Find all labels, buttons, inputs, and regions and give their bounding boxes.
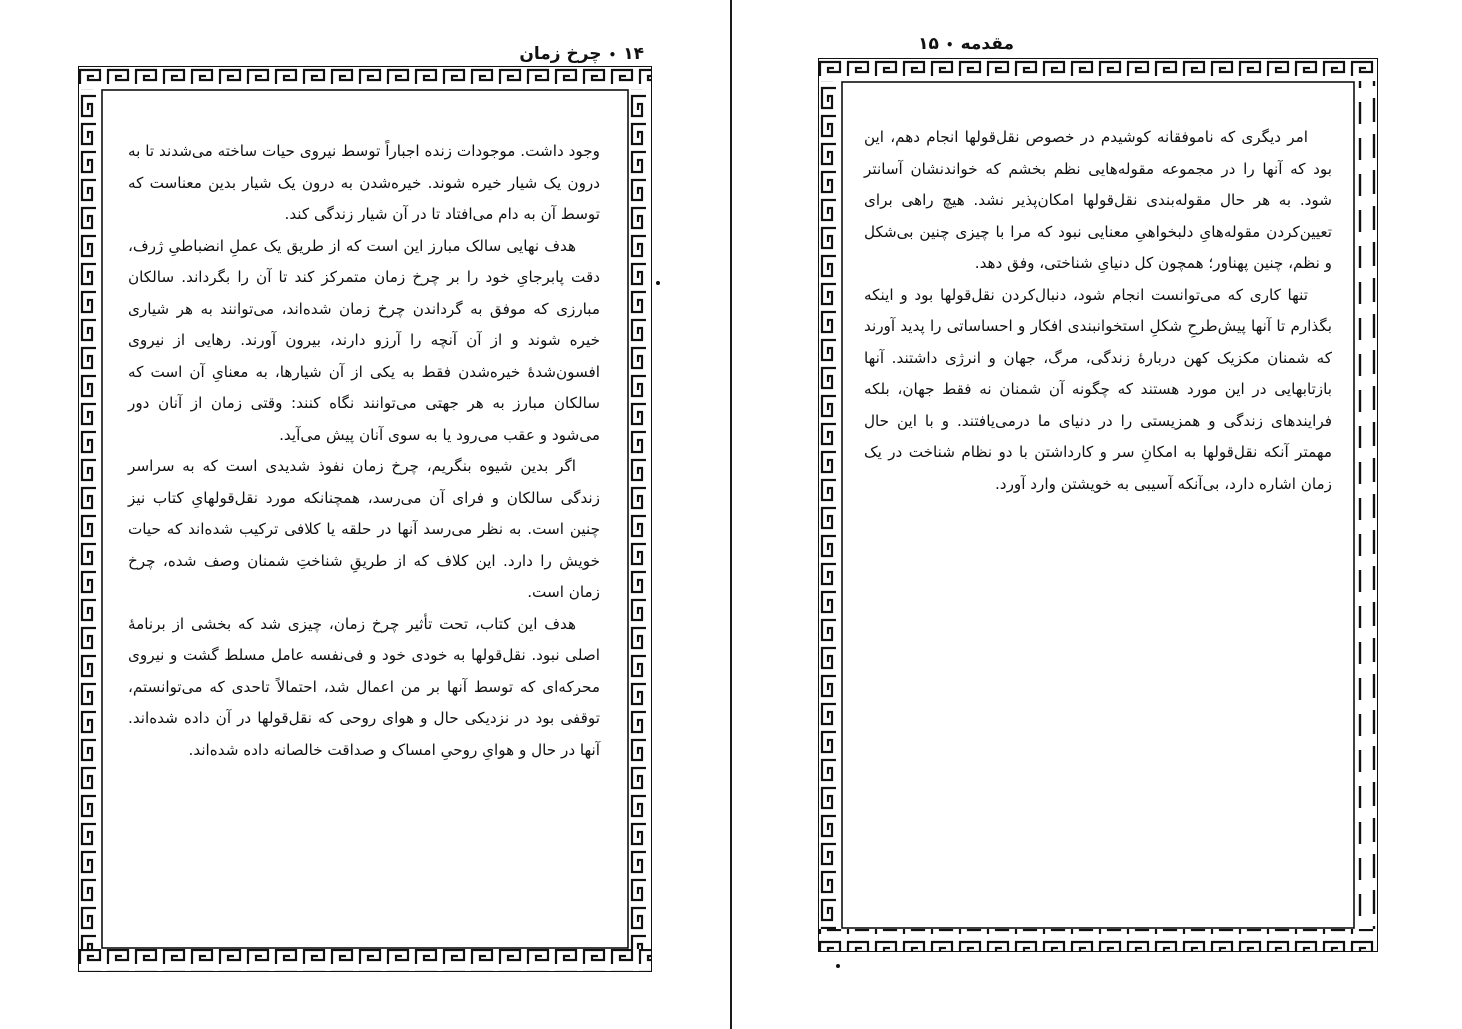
paragraph: امر دیگری که ناموفقانه کوشیدم در خصوص نقل‌قولها انجام دهم، این بود که آنها را در مجموعه مقوله‌هایی نظم بخشم که خواندنشان آسانتر شود. به هر حال مقوله‌بندی نقل‌قولها امکان‌پذیر نشد. هیچ راهی برای تعیین‌کردن مقوله‌هایِ دلبخواهیِ معنایی نبود که مرا با چیزی چنین بی‌شکل و نظم، چنین پهناور؛ همچون کل دنیایِ شناختی، وفق دهد.: [864, 128, 1332, 272]
paragraph: اگر بدین شیوه بنگریم، چرخ زمان نفوذ شدیدی است که به سراسر زندگی سالکان و فرای آن می‌رسد، همچنانکه مورد نقل‌قولهایِ کتاب نیز چنین است. به نظر می‌رسد آنها در حلقه یا کلافی ترکیب شده‌اند که حیات خویش را دارد. این کلاف که از طریقِ شناختِ شمنان وصف شده، چرخ زمان است.: [128, 457, 600, 601]
left-page-number: ۱۴: [623, 44, 644, 64]
paragraph: وجود داشت. موجودات زنده اجباراً توسط نیروی حیات ساخته می‌شدند تا به درون یک شیار خیره شوند. خیره‌شدن به درون یک شیار بدین معناست که توسط آن به دام می‌افتاد تا در آن شیار زندگی کند.: [128, 142, 600, 223]
paragraph: هدف این کتاب، تحت تأثیر چرخ زمان، چیزی شد که بخشی از برنامهٔ اصلی نبود. نقل‌قولها به خودی خود و فی‌نفسه عامل مسلط گشت و نیروی محرکه‌ای که توسط آنها بر من اعمال شد، احتمالاً تاحدی که می‌توانستم، توقفی بود در نزدیکی حال و هوای روحی که نقل‌قولها در آن داده شده‌اند. آنها در حال و هوایِ روحیِ امساک و صداقت خالصانه داده شده‌اند.: [128, 614, 600, 759]
right-page: [732, 0, 1462, 1029]
book-title: چرخ زمان: [519, 44, 602, 64]
left-running-header: [519, 44, 644, 64]
right-running-header: [918, 34, 1014, 54]
section-title: مقدمه: [960, 34, 1014, 54]
left-body-text: [128, 136, 600, 766]
right-body-text: [864, 122, 1332, 500]
header-separator: •: [608, 48, 617, 62]
paragraph: هدف نهایی سالک مبارز این است که از طریق یک عملِ انضباطیِ ژرف، دقت پابرجایِ خود را بر چرخ زمان متمرکز کند تا آن را بگرداند. سالکان مبارزی که موفق به گرداندن چرخ زمان شده‌اند، می‌توانند به هر شیاری خیره شوند و از آن آنچه را آرزو دارند، بیرون آورند. رهایی از نیروی افسون‌شدهٔ خیره‌شدن فقط به یکی از آن شیارها، به معنایِ آن است که سالکان مبارز به هر جهتی می‌توانند نگاه کنند: وقتی زمان از آنان دور می‌شود و عقب می‌رود یا به سوی آنان پیش می‌آید.: [128, 236, 600, 444]
margin-dot: [656, 281, 660, 285]
header-separator: •: [945, 38, 954, 52]
right-page-number: ۱۵: [918, 34, 939, 54]
paragraph: تنها کاری که می‌توانست انجام شود، دنبال‌کردن نقل‌قولها بود و اینکه بگذارم تا آنها پیش‌طرحِ شکلِ استخوانبندی افکار و احساساتی را پدید آورند که شمنان مکزیک کهن دربارهٔ زندگی، مرگ، جهان و انرژی داشتند. آنها بازتابهایی در این مورد هستند که چگونه آن شمنان نه فقط جهان، بلکه فرایندهای زندگی و همزیستی را در دنیای ما درمی‌یافتند. و با این حال مهمتر آنکه نقل‌قولها به امکانِ سر و کارداشتن با دو نظام شناخت در یک زمان اشاره دارد، بی‌آنکه آسیبی به خویشتن وارد آورد.: [864, 285, 1332, 493]
left-page: [0, 0, 730, 1029]
margin-dot: [836, 964, 840, 968]
